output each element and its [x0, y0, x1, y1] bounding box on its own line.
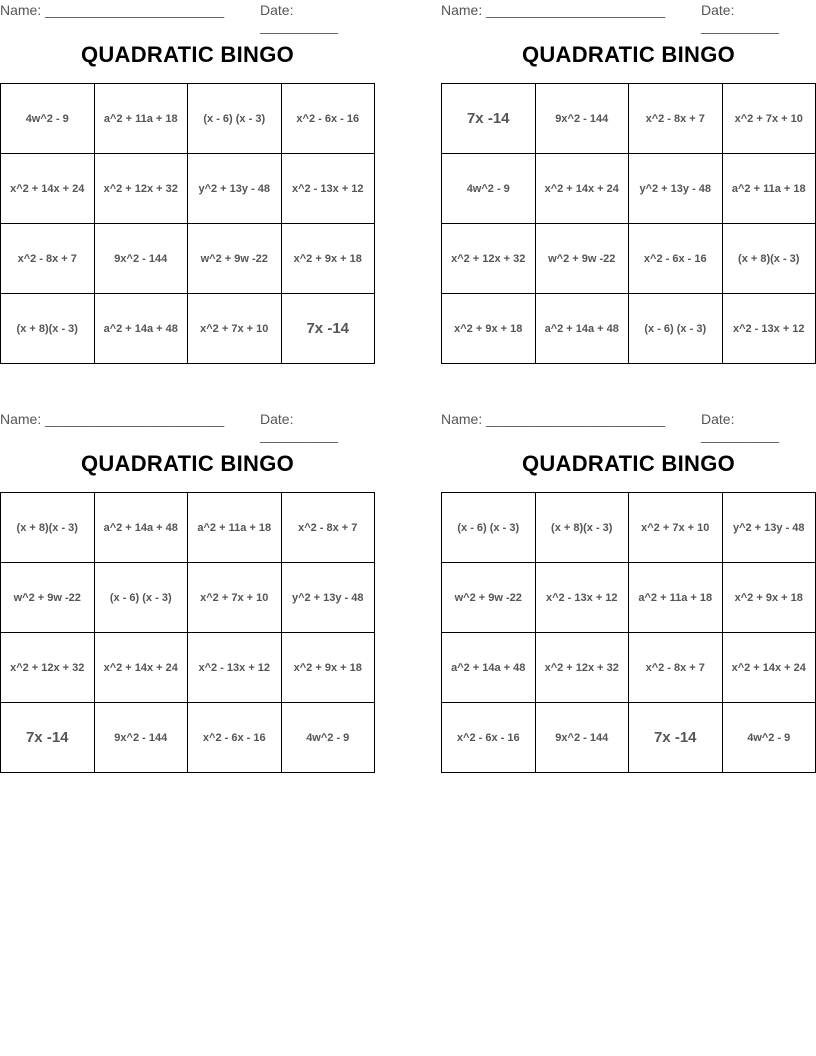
bingo-cell: a^2 + 14a + 48 [94, 294, 188, 364]
bingo-row [1, 563, 375, 633]
bingo-cell: 9x^2 - 144 [535, 84, 629, 154]
bingo-cell: 7x -14 [281, 294, 375, 364]
bingo-row [442, 154, 816, 224]
bingo-cell: a^2 + 11a + 18 [629, 563, 723, 633]
bingo-cell: a^2 + 11a + 18 [722, 154, 816, 224]
bingo-row [1, 84, 375, 154]
card-header [0, 409, 375, 443]
bingo-cell: 9x^2 - 144 [94, 224, 188, 294]
bingo-cell: x^2 + 14x + 24 [94, 633, 188, 703]
bingo-cell: y^2 + 13y - 48 [722, 493, 816, 563]
card-title: QUADRATIC BINGO [521, 42, 736, 67]
bingo-cell: x^2 - 8x + 7 [1, 224, 95, 294]
card-title: QUADRATIC BINGO [80, 42, 295, 67]
bingo-card-4 [441, 409, 816, 746]
bingo-cell: x^2 - 8x + 7 [629, 633, 723, 703]
bingo-cell: (x + 8)(x - 3) [535, 493, 629, 563]
bingo-cell: x^2 - 6x - 16 [442, 703, 536, 773]
bingo-row [1, 224, 375, 294]
bingo-cell: a^2 + 14a + 48 [442, 633, 536, 703]
bingo-grid [441, 83, 816, 364]
bingo-cell: (x + 8)(x - 3) [1, 493, 95, 563]
bingo-cell: y^2 + 13y - 48 [629, 154, 723, 224]
bingo-cell: a^2 + 11a + 18 [94, 84, 188, 154]
bingo-cell: y^2 + 13y - 48 [281, 563, 375, 633]
bingo-cell: x^2 + 9x + 18 [281, 633, 375, 703]
bingo-cell: x^2 - 13x + 12 [281, 154, 375, 224]
date-field-label: Date: __________ [701, 411, 779, 443]
bingo-cell: x^2 + 7x + 10 [629, 493, 723, 563]
bingo-row [442, 294, 816, 364]
bingo-grid [0, 83, 375, 364]
bingo-cell: x^2 - 13x + 12 [722, 294, 816, 364]
bingo-cell: (x - 6) (x - 3) [94, 563, 188, 633]
bingo-cell: 9x^2 - 144 [94, 703, 188, 773]
bingo-cell: x^2 + 7x + 10 [722, 84, 816, 154]
bingo-cell: x^2 - 6x - 16 [188, 703, 282, 773]
bingo-row [442, 703, 816, 773]
bingo-cell: x^2 + 7x + 10 [188, 294, 282, 364]
bingo-cell: w^2 + 9w -22 [442, 563, 536, 633]
bingo-cell: a^2 + 11a + 18 [188, 493, 282, 563]
bingo-cell: 7x -14 [1, 703, 95, 773]
bingo-cell: a^2 + 14a + 48 [535, 294, 629, 364]
bingo-row [442, 633, 816, 703]
bingo-cell: w^2 + 9w -22 [188, 224, 282, 294]
bingo-cell: x^2 + 7x + 10 [188, 563, 282, 633]
name-field-label: Name: _______________________ [441, 2, 666, 18]
bingo-row [1, 703, 375, 773]
bingo-cell: x^2 + 14x + 24 [1, 154, 95, 224]
name-field-label: Name: _______________________ [0, 2, 225, 18]
bingo-card-3 [0, 409, 375, 746]
bingo-cell: x^2 - 13x + 12 [188, 633, 282, 703]
bingo-cell: x^2 + 14x + 24 [722, 633, 816, 703]
bingo-cell: (x - 6) (x - 3) [188, 84, 282, 154]
bingo-row [1, 493, 375, 563]
bingo-cell: x^2 + 9x + 18 [281, 224, 375, 294]
bingo-cell: 4w^2 - 9 [442, 154, 536, 224]
bingo-cell: 4w^2 - 9 [722, 703, 816, 773]
bingo-cell: 4w^2 - 9 [281, 703, 375, 773]
bingo-cell: (x - 6) (x - 3) [442, 493, 536, 563]
bingo-cell: w^2 + 9w -22 [535, 224, 629, 294]
bingo-cell: (x + 8)(x - 3) [1, 294, 95, 364]
bingo-cell: 4w^2 - 9 [1, 84, 95, 154]
bingo-row [442, 84, 816, 154]
bingo-cell: x^2 + 9x + 18 [442, 294, 536, 364]
bingo-cell: x^2 - 6x - 16 [281, 84, 375, 154]
bingo-cell: x^2 + 12x + 32 [1, 633, 95, 703]
bingo-card-2 [441, 0, 816, 335]
bingo-grid [0, 492, 375, 773]
bingo-cell: x^2 - 13x + 12 [535, 563, 629, 633]
bingo-cell: a^2 + 14a + 48 [94, 493, 188, 563]
card-title: QUADRATIC BINGO [80, 451, 295, 476]
card-title: QUADRATIC BINGO [521, 451, 736, 476]
bingo-cell: x^2 + 14x + 24 [535, 154, 629, 224]
bingo-row [442, 563, 816, 633]
bingo-grid [441, 492, 816, 773]
bingo-row [1, 633, 375, 703]
bingo-cell: 7x -14 [442, 84, 536, 154]
bingo-cell: w^2 + 9w -22 [1, 563, 95, 633]
name-field-label: Name: _______________________ [0, 411, 225, 427]
bingo-cell: x^2 + 9x + 18 [722, 563, 816, 633]
bingo-cell: y^2 + 13y - 48 [188, 154, 282, 224]
bingo-cell: x^2 - 8x + 7 [281, 493, 375, 563]
card-header [441, 409, 816, 443]
bingo-cell: x^2 + 12x + 32 [535, 633, 629, 703]
bingo-row [442, 493, 816, 563]
date-field-label: Date: __________ [260, 411, 338, 443]
bingo-card-1 [0, 0, 375, 337]
bingo-cell: (x + 8)(x - 3) [722, 224, 816, 294]
bingo-row [442, 224, 816, 294]
bingo-cell: (x - 6) (x - 3) [629, 294, 723, 364]
bingo-row [1, 294, 375, 364]
bingo-cell: x^2 - 6x - 16 [629, 224, 723, 294]
bingo-cell: x^2 + 12x + 32 [94, 154, 188, 224]
card-header [441, 0, 816, 34]
bingo-cell: 7x -14 [629, 703, 723, 773]
bingo-row [1, 154, 375, 224]
date-field-label: Date: __________ [701, 2, 779, 34]
date-field-label: Date: __________ [260, 2, 338, 34]
bingo-cell: 9x^2 - 144 [535, 703, 629, 773]
bingo-cell: x^2 + 12x + 32 [442, 224, 536, 294]
card-header [0, 0, 375, 34]
name-field-label: Name: _______________________ [441, 411, 666, 427]
bingo-cell: x^2 - 8x + 7 [629, 84, 723, 154]
